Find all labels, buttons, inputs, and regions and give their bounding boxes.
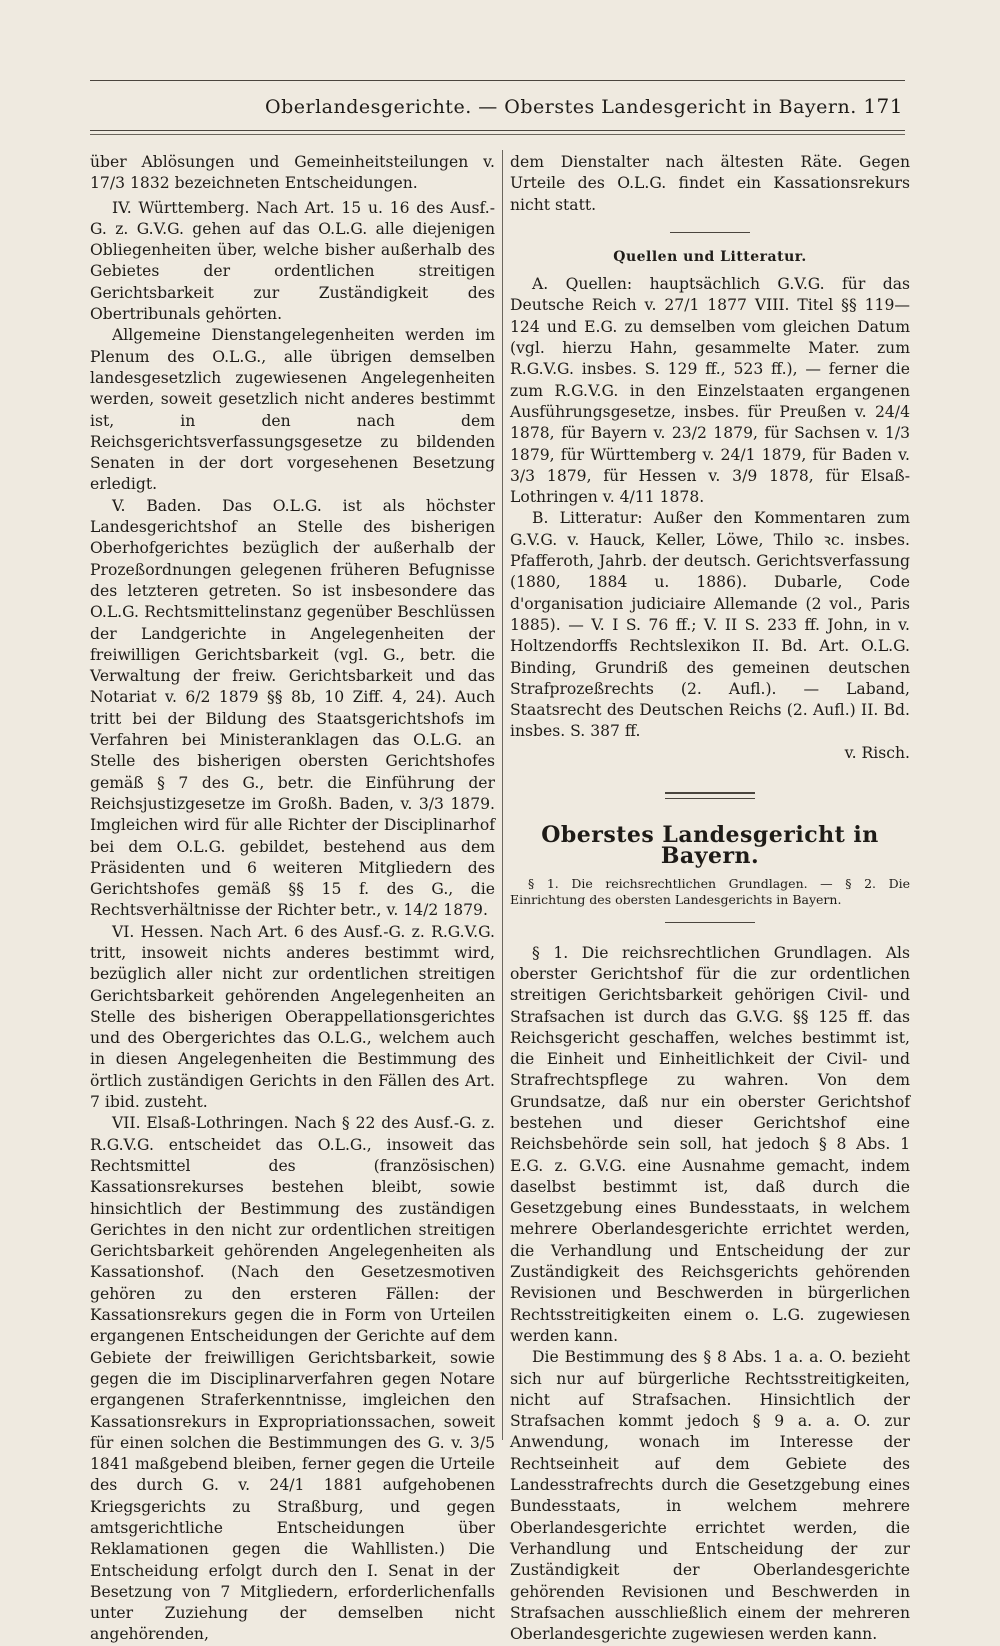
right-column	[510, 152, 910, 1645]
right-para-grundlagen: § 1. Die reichsrechtlichen Grundlagen. Als oberster Gerichtshof für die zur ordentlichen streitigen Gerichtsbarkeit gehörigen Civil- und Strafsachen ist durch das G.V.G. §§ 125 ff. das Reichsgericht geschaffen, welches bestimmt ist, die Einheit und Einheitlichkeit der Civil- und Strafrechtspflege zu wahren. Von dem Grundsatze, daß nur ein oberster Gerichtshof bestehen und dieser Gerichtshof eine Reichsbehörde sein soll, hat jedoch § 8 Abs. 1 E.G. z. G.V.G. eine Ausnahme gemacht, indem daselbst bestimmt ist, daß durch die Gesetzgebung eines Bundesstaats, in welchem mehrere Oberlandesgerichte errichtet werden, die Verhandlung und Entscheidung der zur Zuständigkeit des Reichsgerichts gehörenden Revisionen und Beschwerden in bürgerlichen Rechtsstreitigkeiten einem o. L.G. zugewiesen werden kann.	[510, 943, 910, 1345]
left-para-baden: V. Baden. Das O.L.G. ist als höchster Landesgerichtshof an Stelle des bisherigen Oberhofgerichtes bezüglich der außerhalb der Prozeßordnungen gelegenen früheren Befugnisse des letzteren getreten. So ist insbesondere das O.L.G. Rechtsmittelinstanz gegenüber Beschlüssen der Landgerichte in Angelegenheiten der freiwilligen Gerichtsbarkeit (vgl. G., betr. die Verwaltung der freiw. Gerichtsbarkeit und das Notariat v. 6/2 1879 §§ 8b, 10 Ziff. 4, 24). Auch tritt bei der Bildung des Staatsgerichtshofs im Verfahren bei Ministeranklagen das O.L.G. an Stelle des bisherigen obersten Gerichtshofes gemäß § 7 des G., betr. die Einführung der Reichsjustizgesetze im Großh. Baden, v. 3/3 1879. Imgleichen wird für alle Richter der Disciplinarhof bei dem O.L.G. gebildet, bestehend aus dem Präsidenten und 6 weiteren Mitgliedern des Gerichtshofes gemäß §§ 15 f. des G., die Rechtsverhältnisse der Richter betr., v. 14/2 1879.	[90, 496, 495, 920]
left-para-wuerttemberg: IV. Württemberg. Nach Art. 15 u. 16 des Ausf.-G. z. G.V.G. gehen auf das O.L.G. alle diejenigen Obliegenheiten über, welche bisher außerhalb des Gebietes der ordentlichen streitigen Gerichtsbarkeit zur Zuständigkeit des Obertribunals gehörten.	[90, 198, 495, 324]
top-rule	[90, 80, 905, 81]
running-header	[90, 92, 905, 126]
right-para-litteratur: B. Litteratur: Außer den Kommentaren zum G.V.G. v. Hauck, Keller, Löwe, Thilo ꝛc. insbes. Pfafferoth, Jahrb. der deutsch. Gerichtsverfassung (1880, 1884 u. 1886). Dubarle, Code d'organisation judiciaire Allemande (2 vol., Paris 1885). — V. I S. 76 ff.; V. II S. 233 ff. John, in v. Holtzendorffs Rechtslexikon II. Bd. Art. O.L.G. Binding, Grundriß des gemeinen deutschen Strafprozeßrechts (2. Aufl.). — Laband, Staatsrecht des Deutschen Reichs (2. Aufl.) II. Bd. insbes. S. 387 ff.	[510, 509, 910, 741]
right-para-1: dem Dienstalter nach ältesten Räte. Gegen Urteile des O.L.G. findet ein Kassationsrekurs nicht statt.	[510, 153, 910, 214]
contents-divider	[665, 922, 755, 923]
left-para-dienstangelegenheiten: Allgemeine Dienstangelegenheiten werden im Plenum des O.L.G., alle übrigen demselben landesgesetzlich zugewiesenen Angelegenheiten werden, soweit gesetzlich nicht anderes bestimmt ist, in den nach dem Reichsgerichtsverfassungsgesetze zu bildenden Senaten in der dort vorgesehenen Besetzung erledigt.	[90, 326, 495, 494]
left-para-1: über Ablösungen und Gemeinheitsteilungen v. 17/3 1832 bezeichneten Entscheidungen.	[90, 153, 495, 193]
section-divider-lower	[665, 798, 755, 799]
column-divider	[502, 150, 503, 1440]
section-title: Oberstes Landesgericht in Bayern.	[541, 822, 879, 870]
section-divider-upper	[665, 792, 755, 794]
page-number: 171	[863, 94, 903, 118]
author-signature: v. Risch.	[844, 743, 910, 762]
section-contents: § 1. Die reichsrechtlichen Grundlagen. — § 2. Die Einrichtung des obersten Landesgerichts in Bayern.	[510, 875, 910, 907]
short-divider	[670, 232, 750, 233]
sources-heading: Quellen und Litteratur.	[613, 248, 807, 265]
header-rule-lower	[90, 134, 905, 135]
left-para-elsass-lothringen: VII. Elsaß-Lothringen. Nach § 22 des Ausf.-G. z. R.G.V.G. entscheidet das O.L.G., insoweit das Rechtsmittel des (französischen) Kassationsrekurses bestehen bleibt, sowie hinsichtlich der Bestimmung des zuständigen Gerichtes in den nicht zur ordentlichen streitigen Gerichtsbarkeit gehörenden Angelegenheiten als Kassationshof. (Nach den Gesetzesmotiven gehören zu den ersteren Fällen: der Kassationsrekurs gegen die in Form von Urteilen ergangenen Entscheidungen der Gerichte auf dem Gebiete der freiwilligen Gerichtsbarkeit, sowie gegen die im Disciplinarverfahren gegen Notare ergangenen Straferkenntnisse, imgleichen den Kassationsrekurs in Expropriationssachen, soweit für einen solchen die Bestimmungen des G. v. 3/5 1841 maßgebend bleiben, ferner gegen die Urteile des durch G. v. 24/1 1881 aufgehobenen Kriegsgerichts zu Straßburg, und gegen amtsgerichtliche Entscheidungen über Reklamationen gegen die Wahllisten.) Die Entscheidung erfolgt durch den I. Senat in der Besetzung von 7 Mitgliedern, erforderlichenfalls unter Zuziehung der demselben nicht angehörenden,	[90, 1114, 495, 1644]
left-para-hessen: VI. Hessen. Nach Art. 6 des Ausf.-G. z. R.G.V.G. tritt, insoweit nichts anderes bestimmt wird, bezüglich aller nicht zur ordentlichen streitigen Gerichtsbarkeit gehörenden Angelegenheiten an Stelle des bisherigen Oberappellationsgerichtes und des Obergerichtes das O.L.G., welchem auch in diesen Angelegenheiten die Bestimmung des örtlich zuständigen Gerichts in den Fällen des Art. 7 ibid. zusteht.	[90, 922, 495, 1112]
header-rule-upper	[90, 130, 905, 131]
header-title: Oberlandesgerichte. — Oberstes Landesgericht in Bayern.	[265, 96, 857, 118]
left-column	[90, 152, 495, 1646]
right-para-bestimmung: Die Bestimmung des § 8 Abs. 1 a. a. O. bezieht sich nur auf bürgerliche Rechtsstreitigkeiten, nicht auf Strafsachen. Hinsichtlich der Strafsachen kommt jedoch § 9 a. a. O. zur Anwendung, wonach im Interesse der Rechtseinheit auf dem Gebiete des Landesstrafrechts durch die Gesetzgebung eines Bundesstaats, in welchem mehrere Oberlandesgerichte errichtet werden, die Verhandlung und Entscheidung der zur Zuständigkeit der Oberlandesgerichte gehörenden Revisionen und Beschwerden in Strafsachen ausschließlich einem der mehreren Oberlandesgerichte zugewiesen werden kann.	[510, 1348, 910, 1644]
right-para-quellen: A. Quellen: hauptsächlich G.V.G. für das Deutsche Reich v. 27/1 1877 VIII. Titel §§ 119—124 und E.G. zu demselben vom gleichen Datum (vgl. hierzu Hahn, gesammelte Mater. zum R.G.V.G. insbes. S. 129 ff., 523 ff.), — ferner die zum R.G.V.G. in den Einzelstaaten ergangenen Ausführungsgesetze, insbes. für Preußen v. 24/4 1878, für Bayern v. 23/2 1879, für Sachsen v. 1/3 1879, für Württemberg v. 24/1 1879, für Baden v. 3/3 1879, für Hessen v. 3/9 1878, für Elsaß-Lothringen v. 4/11 1878.	[510, 275, 910, 507]
